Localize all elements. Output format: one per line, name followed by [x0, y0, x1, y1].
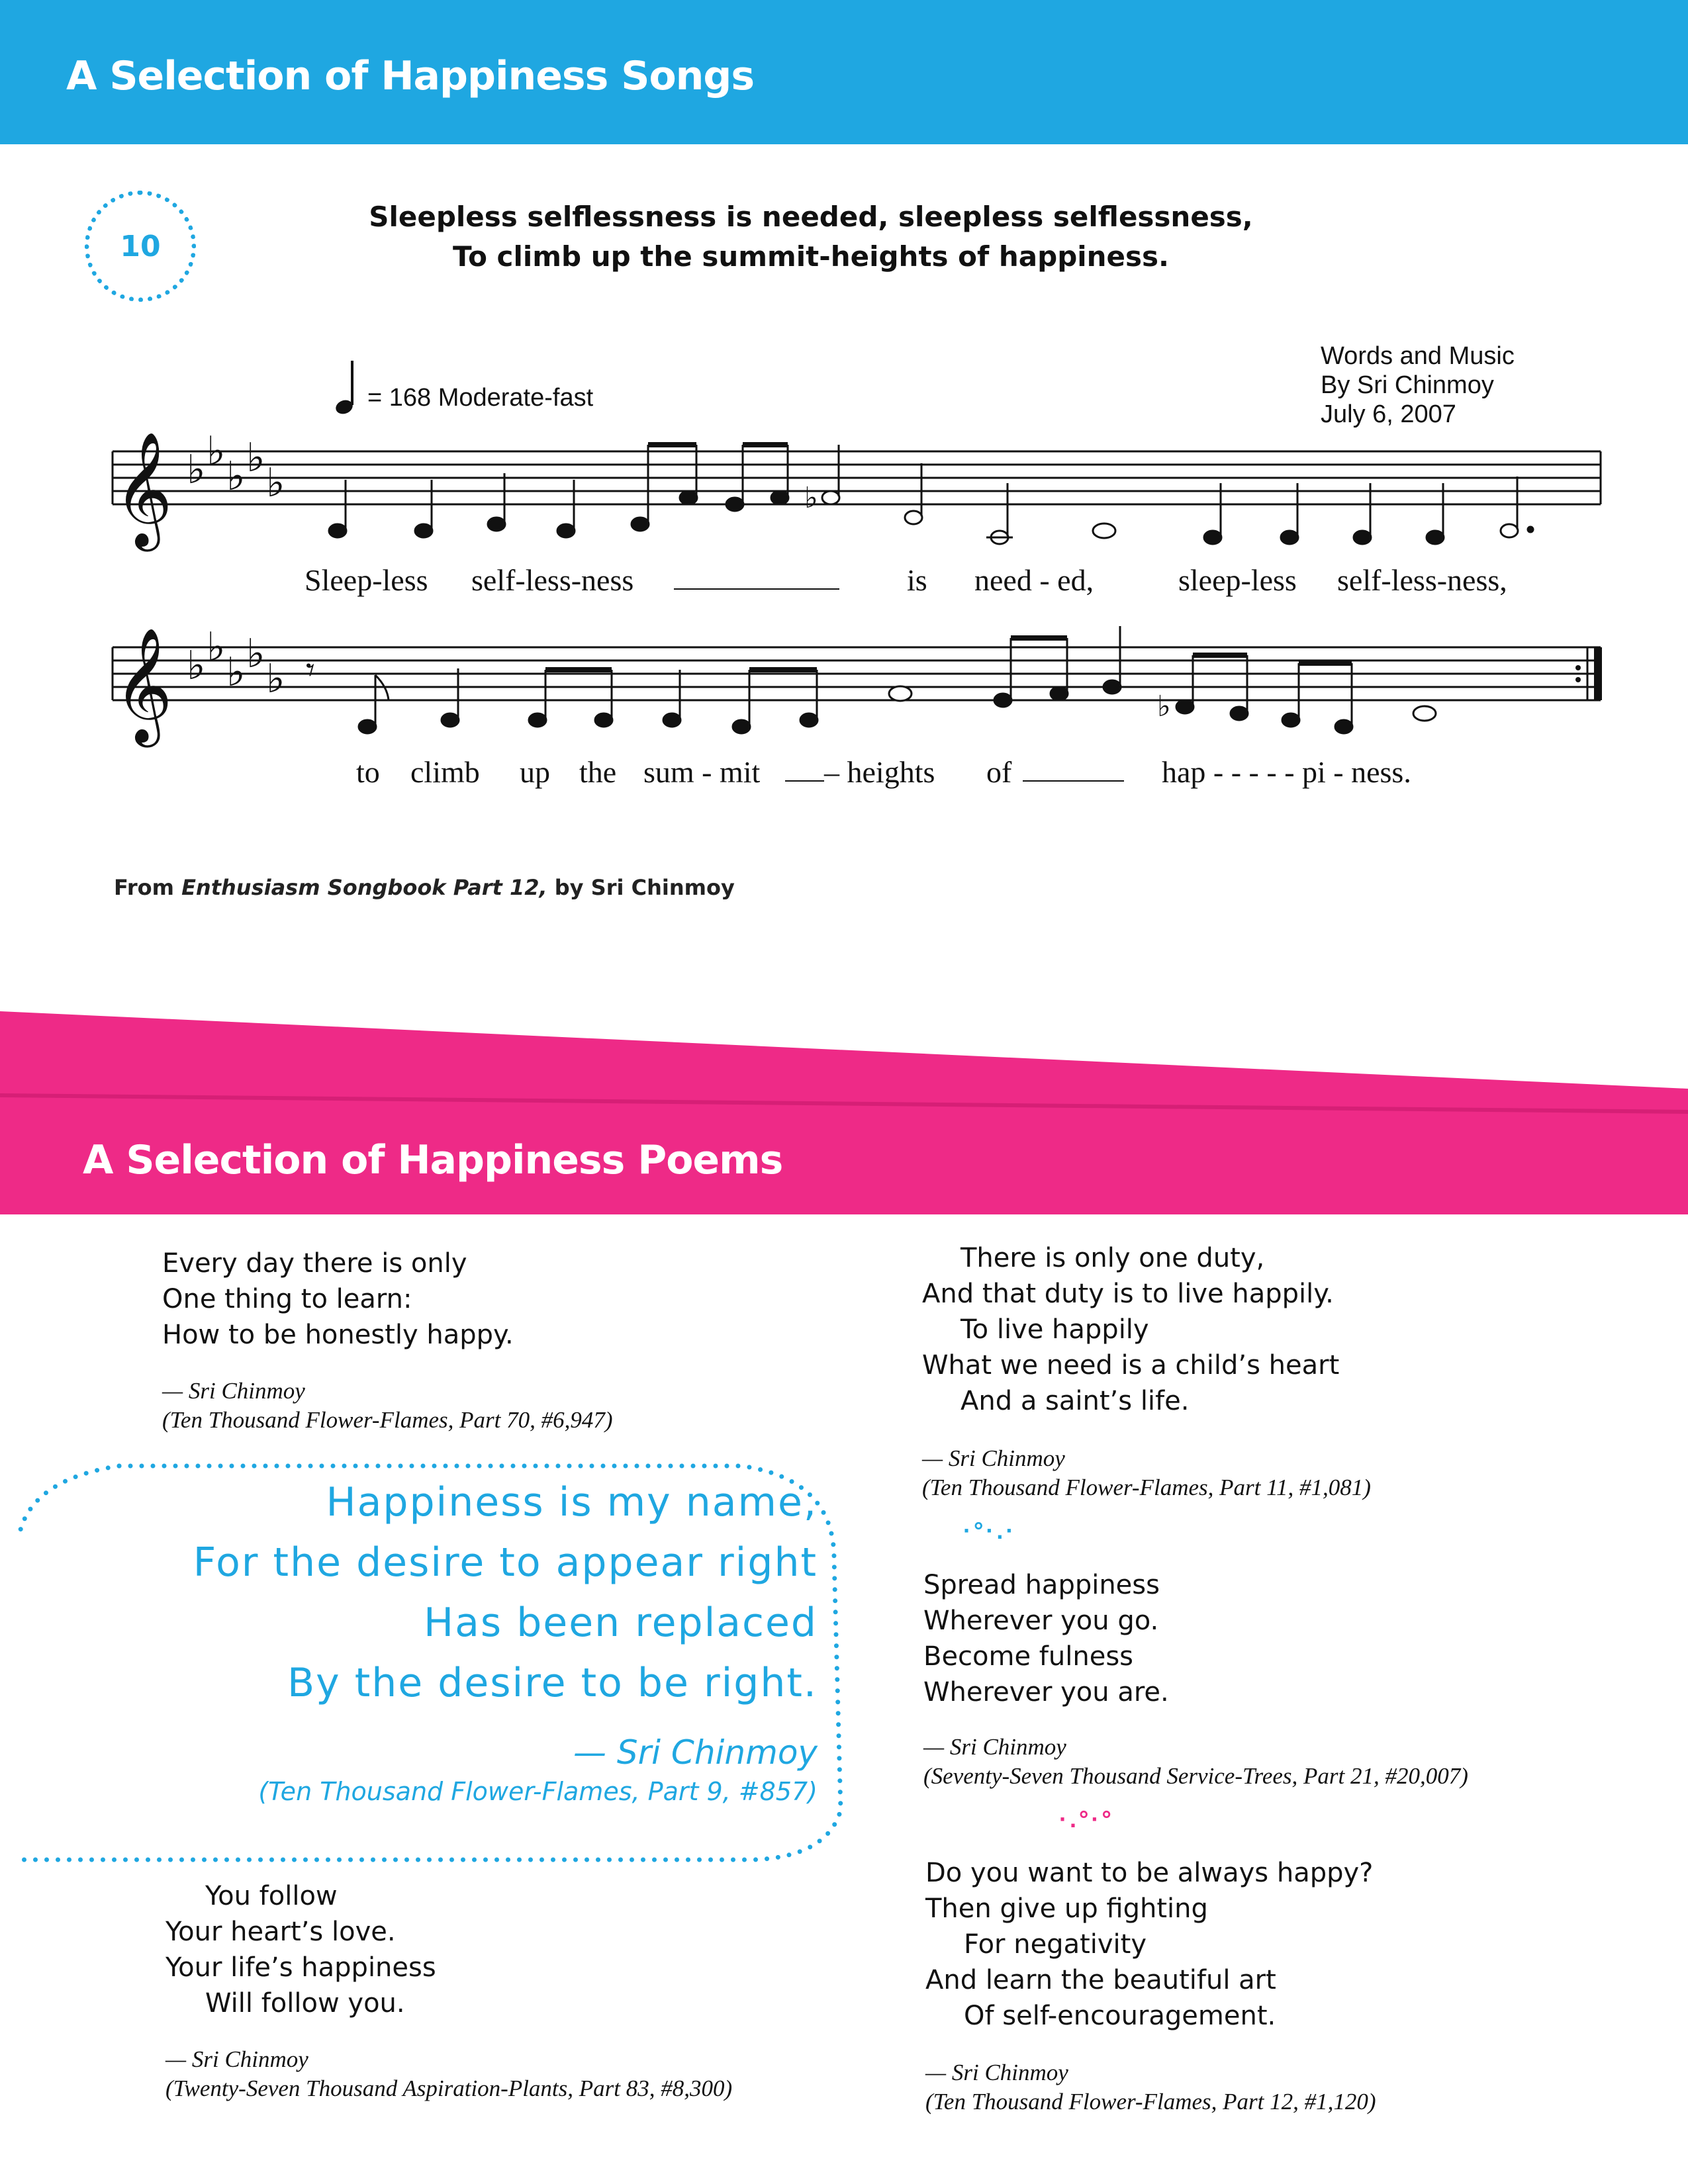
- lyric: need - ed,: [974, 563, 1094, 597]
- svg-text:♭: ♭: [804, 481, 818, 515]
- quote-line: For the desire to appear right: [193, 1539, 818, 1586]
- poem-source: (Ten Thousand Flower-Flames, Part 70, #6,947): [162, 1407, 613, 1433]
- poem-line: How to be honestly happy.: [162, 1320, 514, 1350]
- poem-line: Your life’s happiness: [165, 1952, 436, 1983]
- poem-5: [923, 1567, 1169, 1710]
- poem-6-attribution: [925, 2058, 1376, 2116]
- quote-source: (Ten Thousand Flower-Flames, Part 9, #857): [258, 1777, 818, 1806]
- treble-clef-icon: 𝄞: [114, 432, 173, 547]
- lyric: climb: [410, 755, 480, 789]
- lyric: sum - mit: [643, 755, 761, 789]
- tempo-marking: = 168 Moderate-fast: [367, 384, 594, 412]
- treble-clef-icon: 𝄞: [114, 627, 173, 743]
- song-number: 10: [120, 230, 161, 263]
- poem-author: — Sri Chinmoy: [925, 2060, 1068, 2085]
- credits-line-2: By Sri Chinmoy: [1321, 371, 1494, 399]
- quote-author: — Sri Chinmoy: [573, 1733, 818, 1772]
- poem-author: — Sri Chinmoy: [922, 1445, 1065, 1471]
- poem-3: [165, 1878, 436, 2021]
- poem-line: Do you want to be always happy?: [925, 1858, 1374, 1888]
- lyric: to: [356, 755, 380, 789]
- svg-text:♭: ♭: [1157, 690, 1171, 723]
- lyric: sleep-less: [1178, 563, 1297, 597]
- poem-4-attribution: [922, 1444, 1371, 1502]
- svg-text:♭: ♭: [187, 643, 206, 689]
- svg-text:𝄾: 𝄾: [306, 651, 315, 690]
- divider-dots: ·°·.·: [963, 1517, 1017, 1544]
- poem-line: Wherever you are.: [923, 1677, 1169, 1707]
- lyric: up: [520, 755, 550, 789]
- lyric: Sleep-less: [305, 563, 428, 597]
- poem-line: Will follow you.: [205, 1988, 405, 2019]
- quote-line: By the desire to be right.: [287, 1660, 818, 1706]
- poem-line: What we need is a child’s heart: [922, 1350, 1340, 1381]
- poem-line: Become fulness: [923, 1641, 1133, 1672]
- svg-text:♭: ♭: [207, 428, 226, 475]
- poem-line: For negativity: [964, 1929, 1147, 1960]
- poem-line: And a saint’s life.: [961, 1386, 1190, 1416]
- source-prefix: From: [114, 875, 182, 900]
- lyric: self-less-ness,: [1337, 563, 1507, 597]
- song-line-2: To climb up the summit-heights of happiness.: [453, 240, 1169, 273]
- poem-line: You follow: [205, 1881, 338, 1911]
- poem-line: Every day there is only: [162, 1248, 467, 1279]
- lyric: of: [986, 755, 1012, 789]
- song-line-1: Sleepless selflessness is needed, sleepless selflessness,: [369, 201, 1253, 233]
- lyric: is: [907, 563, 927, 597]
- poem-source: (Ten Thousand Flower-Flames, Part 11, #1,081): [922, 1475, 1371, 1500]
- poem-line: One thing to learn:: [162, 1284, 412, 1314]
- poem-line: Wherever you go.: [923, 1606, 1159, 1636]
- poem-4: [922, 1240, 1339, 1419]
- poem-author: — Sri Chinmoy: [165, 2046, 308, 2072]
- poem-line: And that duty is to live happily.: [922, 1279, 1334, 1309]
- svg-text:♭: ♭: [207, 624, 226, 670]
- featured-quote: [193, 1473, 818, 1806]
- poem-line: To live happily: [961, 1314, 1149, 1345]
- credits-line-3: July 6, 2007: [1321, 400, 1456, 428]
- poem-source: (Seventy-Seven Thousand Service-Trees, Part 21, #20,007): [923, 1763, 1468, 1789]
- svg-text:♭: ♭: [187, 447, 206, 493]
- poem-line: Then give up fighting: [925, 1893, 1208, 1924]
- poem-1: [162, 1246, 514, 1353]
- svg-text:♭: ♭: [246, 435, 265, 481]
- poem-line: Your heart’s love.: [165, 1917, 396, 1947]
- poem-line: Spread happiness: [923, 1570, 1160, 1600]
- source-book: Enthusiasm Songbook Part 12,: [181, 875, 547, 900]
- source-suffix: by Sri Chinmoy: [547, 875, 735, 900]
- svg-text:♭: ♭: [246, 631, 265, 677]
- poem-3-attribution: [165, 2045, 732, 2103]
- quote-line: Has been replaced: [423, 1600, 818, 1646]
- poem-source: (Twenty-Seven Thousand Aspiration-Plants, Part 83, #8,300): [165, 2075, 733, 2101]
- poem-line: And learn the beautiful art: [925, 1965, 1276, 1995]
- svg-text:♭: ♭: [226, 649, 246, 696]
- poem-1-attribution: [162, 1377, 613, 1435]
- svg-text:♭: ♭: [266, 460, 285, 506]
- lyric: hap - - - - - pi - ness.: [1162, 755, 1411, 789]
- divider-dots: ·.°·°: [1059, 1805, 1114, 1833]
- songs-section-title: A Selection of Happiness Songs: [66, 53, 755, 99]
- credits-line-1: Words and Music: [1321, 342, 1515, 370]
- lyric: – heights: [824, 755, 935, 789]
- lyric: self-less-ness: [471, 563, 634, 597]
- svg-text:♭: ♭: [226, 453, 246, 500]
- poem-author: — Sri Chinmoy: [162, 1378, 305, 1404]
- poem-5-attribution: [923, 1733, 1468, 1791]
- poem-line: There is only one duty,: [961, 1243, 1265, 1273]
- svg-text:♭: ♭: [266, 656, 285, 702]
- lyric: the: [579, 755, 617, 789]
- poem-line: Of self-encouragement.: [964, 2001, 1276, 2031]
- poem-author: — Sri Chinmoy: [923, 1734, 1066, 1760]
- poem-source: (Ten Thousand Flower-Flames, Part 12, #1,120): [925, 2089, 1376, 2115]
- poem-6: [925, 1855, 1373, 2034]
- poems-section-title: A Selection of Happiness Poems: [83, 1137, 783, 1183]
- quote-line: Happiness is my name,: [326, 1479, 818, 1525]
